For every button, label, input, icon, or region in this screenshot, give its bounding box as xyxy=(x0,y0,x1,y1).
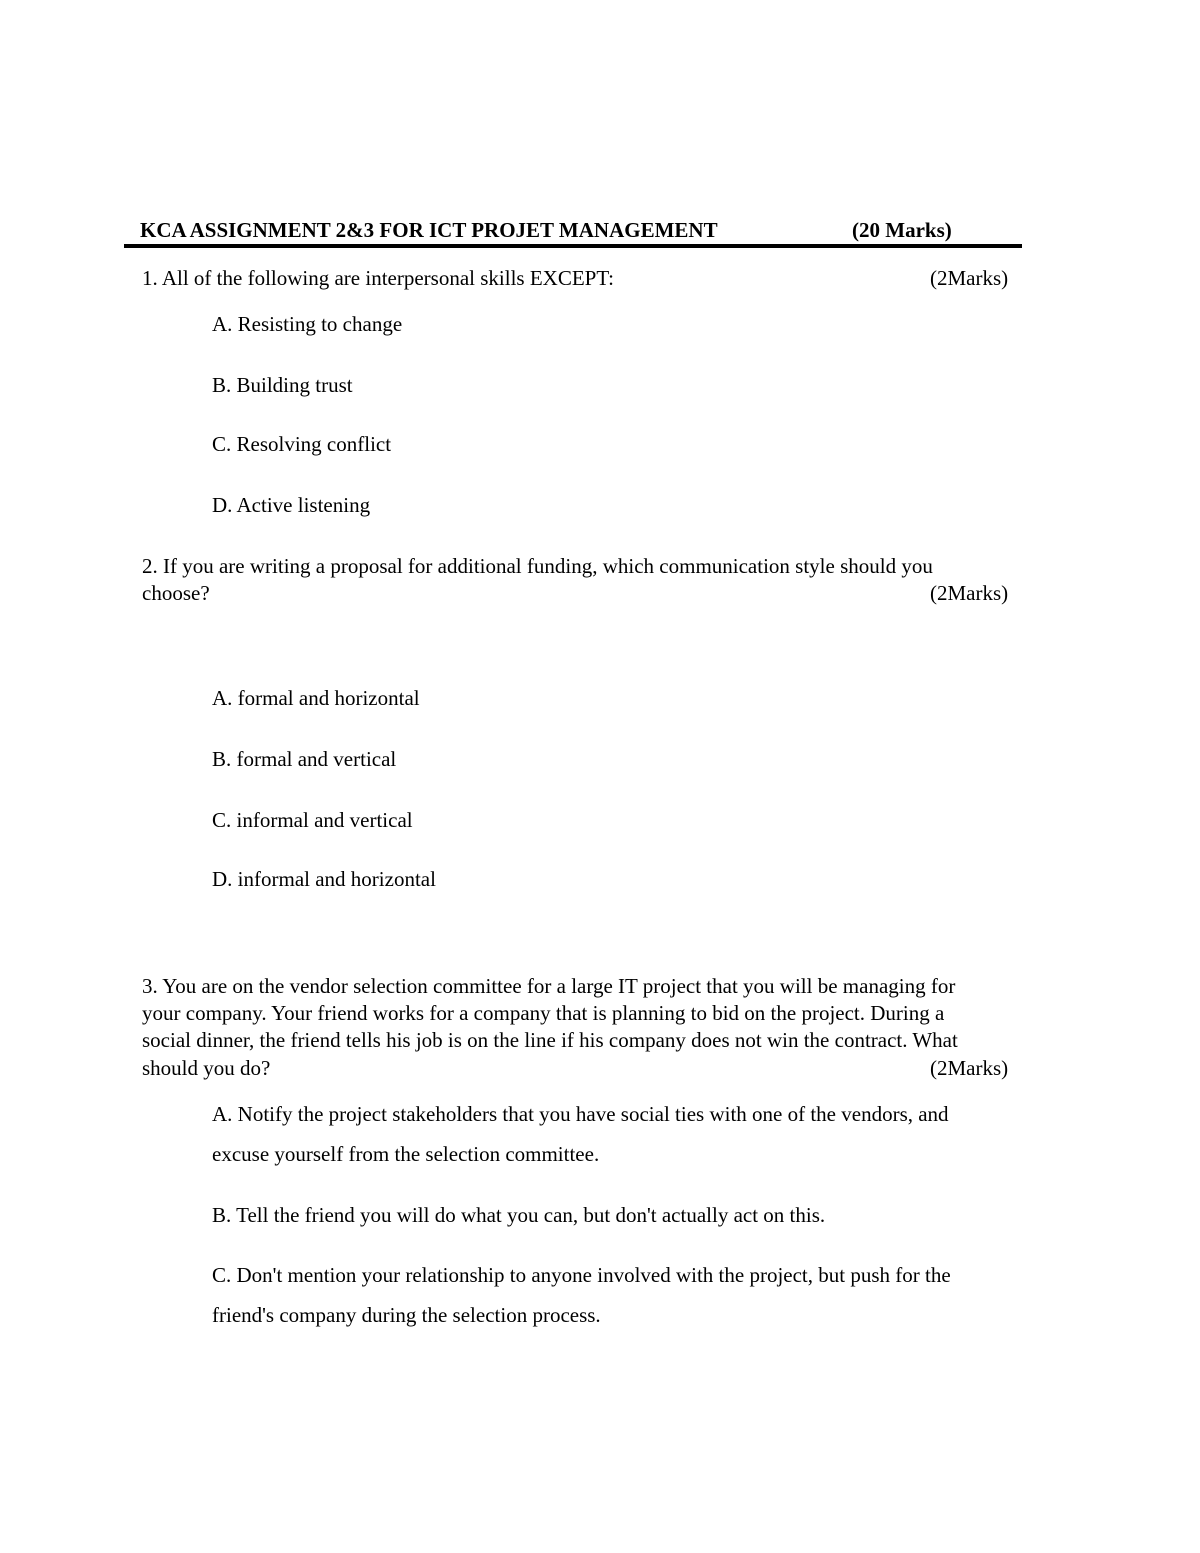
question-1-option-d: D. Active listening xyxy=(212,493,371,517)
question-1-marks: (2Marks) xyxy=(930,266,1009,290)
question-2-option-b: B. formal and vertical xyxy=(212,747,397,771)
total-marks: (20 Marks) xyxy=(852,218,952,242)
question-3-option-b: B. Tell the friend you will do what you can, but don't actually act on this. xyxy=(212,1203,826,1227)
question-2-marks: (2Marks) xyxy=(930,581,1009,605)
question-3-text-line-3: social dinner, the friend tells his job is on the line if his company does not win the contract. What xyxy=(142,1028,958,1052)
question-1-option-c: C. Resolving conflict xyxy=(212,432,392,456)
question-2-text-line-2: choose? xyxy=(142,581,210,605)
assignment-title: KCA ASSIGNMENT 2&3 FOR ICT PROJET MANAGEMENT xyxy=(140,218,718,242)
question-2-text-line-1: 2. If you are writing a proposal for additional funding, which communication style should you xyxy=(142,554,933,578)
question-1-option-a: A. Resisting to change xyxy=(212,312,403,336)
question-3-option-c-line-2: friend's company during the selection process. xyxy=(212,1303,601,1327)
question-2-option-c: C. informal and vertical xyxy=(212,808,413,832)
question-3-text-line-1: 3. You are on the vendor selection committee for a large IT project that you will be managing for xyxy=(142,974,956,998)
header-rule xyxy=(124,244,1022,248)
question-3-option-a-line-1: A. Notify the project stakeholders that you have social ties with one of the vendors, and xyxy=(212,1102,949,1126)
question-2-option-d: D. informal and horizontal xyxy=(212,867,436,891)
question-1-option-b: B. Building trust xyxy=(212,373,353,397)
question-3-text-line-4: should you do? xyxy=(142,1056,271,1080)
question-3-option-c-line-1: C. Don't mention your relationship to anyone involved with the project, but push for the xyxy=(212,1263,951,1287)
question-1-text: 1. All of the following are interpersonal skills EXCEPT: xyxy=(142,266,614,290)
question-2-option-a: A. formal and horizontal xyxy=(212,686,420,710)
question-3-option-a-line-2: excuse yourself from the selection committee. xyxy=(212,1142,600,1166)
question-3-text-line-2: your company. Your friend works for a company that is planning to bid on the project. During a xyxy=(142,1001,945,1025)
question-3-marks: (2Marks) xyxy=(930,1056,1009,1080)
